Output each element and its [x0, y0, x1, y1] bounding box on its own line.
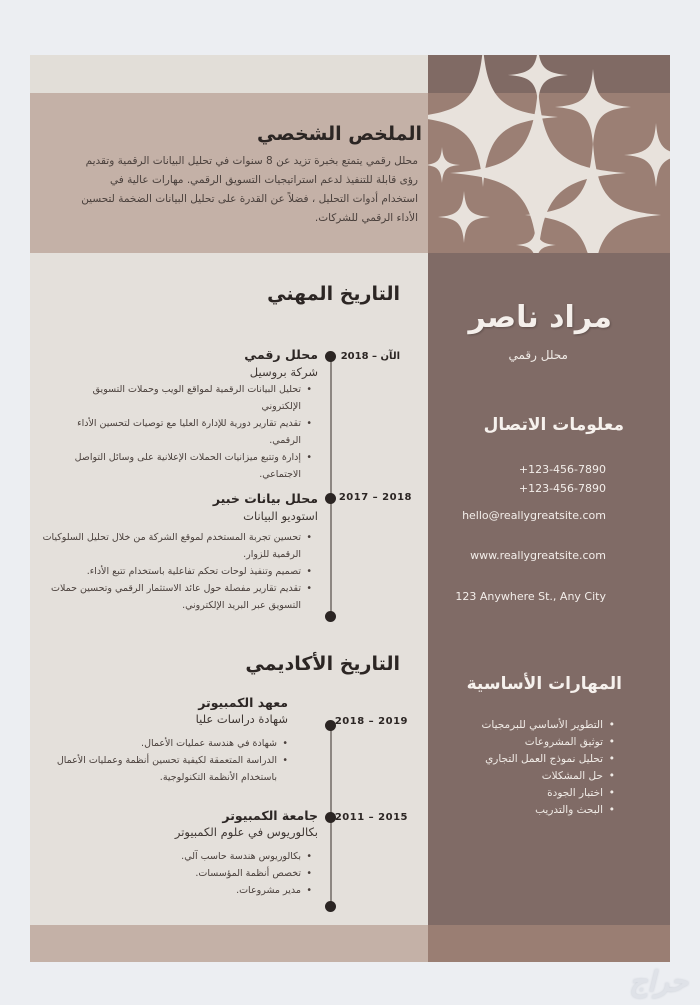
sparkle-stars-decoration [428, 55, 670, 253]
detail-item: • مدير مشروعات. [92, 882, 312, 899]
detail-item: • بكالوريوس هندسة حاسب آلي. [92, 848, 312, 865]
email-address[interactable]: hello@reallygreatsite.com [462, 509, 606, 522]
skills-list [415, 717, 615, 819]
experience-heading: التاريخ المهني [267, 283, 400, 305]
star-icon [508, 55, 568, 103]
haraj-watermark-logo: حراج [629, 965, 688, 998]
education-date: 2015 – 2011 [334, 812, 408, 823]
skill-item: • التطوير الأساسي للبرمجيات [415, 717, 615, 734]
star-icon [428, 147, 460, 183]
star-icon [624, 123, 670, 187]
skill-item: • تحليل نموذج العمل التجاري [415, 751, 615, 768]
experience-date: 2018 – 2017 [338, 492, 412, 503]
skill-item: • توثيق المشروعات [415, 734, 615, 751]
duty-item: • تحليل البيانات الرقمية لمواقع الويب وحملات التسويق الإلكتروني [62, 381, 312, 415]
experience-date: الآن – 2018 [340, 351, 400, 362]
summary-text: محلل رقمي يتمتع بخبرة تزيد عن 8 سنوات في تحليل البيانات الرقمية وتقديم رؤى قابلة للتنفيذ لدعم استراتيجيات التسويق الرقمي. مهارات عالية في استخدام أدوات التحليل ، فضلاً عن القدرة على تحليل البيانات الضخمة لتحسين الأداء الرقمي للشركات. [81, 155, 418, 224]
job-company: استوديو البيانات [243, 509, 318, 523]
skill-item: • اختبار الجودة [415, 785, 615, 802]
website-link[interactable]: www.reallygreatsite.com [470, 549, 606, 562]
star-icon [516, 225, 556, 253]
institution-name: جامعة الكمبيوتر [222, 808, 318, 823]
left-bottom-strip [30, 925, 428, 962]
summary-heading: الملخص الشخصي [257, 123, 422, 145]
phone-secondary: +123-456-7890 [518, 482, 606, 495]
job-title: محلل بيانات خبير [212, 491, 318, 506]
left-top-strip [30, 55, 428, 93]
education-details-list [38, 735, 288, 786]
duty-item: • تصميم وتنفيذ لوحات تحكم تفاعلية باستخدام تتبع الأداء. [42, 563, 312, 580]
timeline-dot [325, 611, 336, 622]
profile-role: محلل رقمي [508, 348, 568, 362]
degree-name: بكالوريوس في علوم الكمبيوتر [174, 825, 318, 839]
resume-page [30, 55, 670, 962]
institution-name: معهد الكمبيوتر [198, 695, 288, 710]
job-duties-list [42, 529, 312, 614]
skill-item: • البحث والتدريب [415, 802, 615, 819]
job-duties-list [62, 381, 312, 483]
star-icon [555, 69, 631, 145]
experience-timeline-line [330, 355, 332, 617]
education-heading: التاريخ الأكاديمي [245, 653, 400, 675]
skills-heading: المهارات الأساسية [466, 674, 622, 694]
job-company: شركة بروسيل [249, 365, 318, 379]
duty-item: • تقديم تقارير دورية للإدارة العليا مع توصيات لتحسين الأداء الرقمي. [62, 415, 312, 449]
job-title: محلل رقمي [244, 347, 318, 362]
star-icon [438, 191, 490, 243]
duty-item: • إدارة وتتبع ميزانيات الحملات الإعلانية على وسائل التواصل الاجتماعي. [62, 449, 312, 483]
skill-item: • حل المشكلات [415, 768, 615, 785]
education-details-list [92, 848, 312, 899]
detail-item: • شهادة في هندسة عمليات الأعمال. [38, 735, 288, 752]
duty-item: • تحسين تجربة المستخدم لموقع الشركة من خلال تحليل السلوكيات الرقمية للزوار. [42, 529, 312, 563]
postal-address: 123 Anywhere St., Any City [455, 590, 606, 603]
degree-name: شهادة دراسات عليا [195, 712, 288, 726]
education-date: 2019 – 2018 [334, 716, 408, 727]
right-bottom-strip [428, 925, 670, 962]
phone-primary: +123-456-7890 [518, 463, 606, 476]
profile-name: مراد ناصر [468, 300, 612, 335]
timeline-dot [325, 493, 336, 504]
contact-heading: معلومات الاتصال [483, 415, 624, 435]
detail-item: • الدراسة المتعمقة لكيفية تحسين أنظمة وعمليات الأعمال باستخدام الأنظمة التكنولوجية. [38, 752, 288, 786]
duty-item: • تقديم تقارير مفصلة حول عائد الاستثمار الرقمي وتحسين حملات التسويق عبر البريد الإلكتروني. [42, 580, 312, 614]
timeline-dot [325, 351, 336, 362]
detail-item: • تخصص أنظمة المؤسسات. [92, 865, 312, 882]
timeline-dot [325, 901, 336, 912]
